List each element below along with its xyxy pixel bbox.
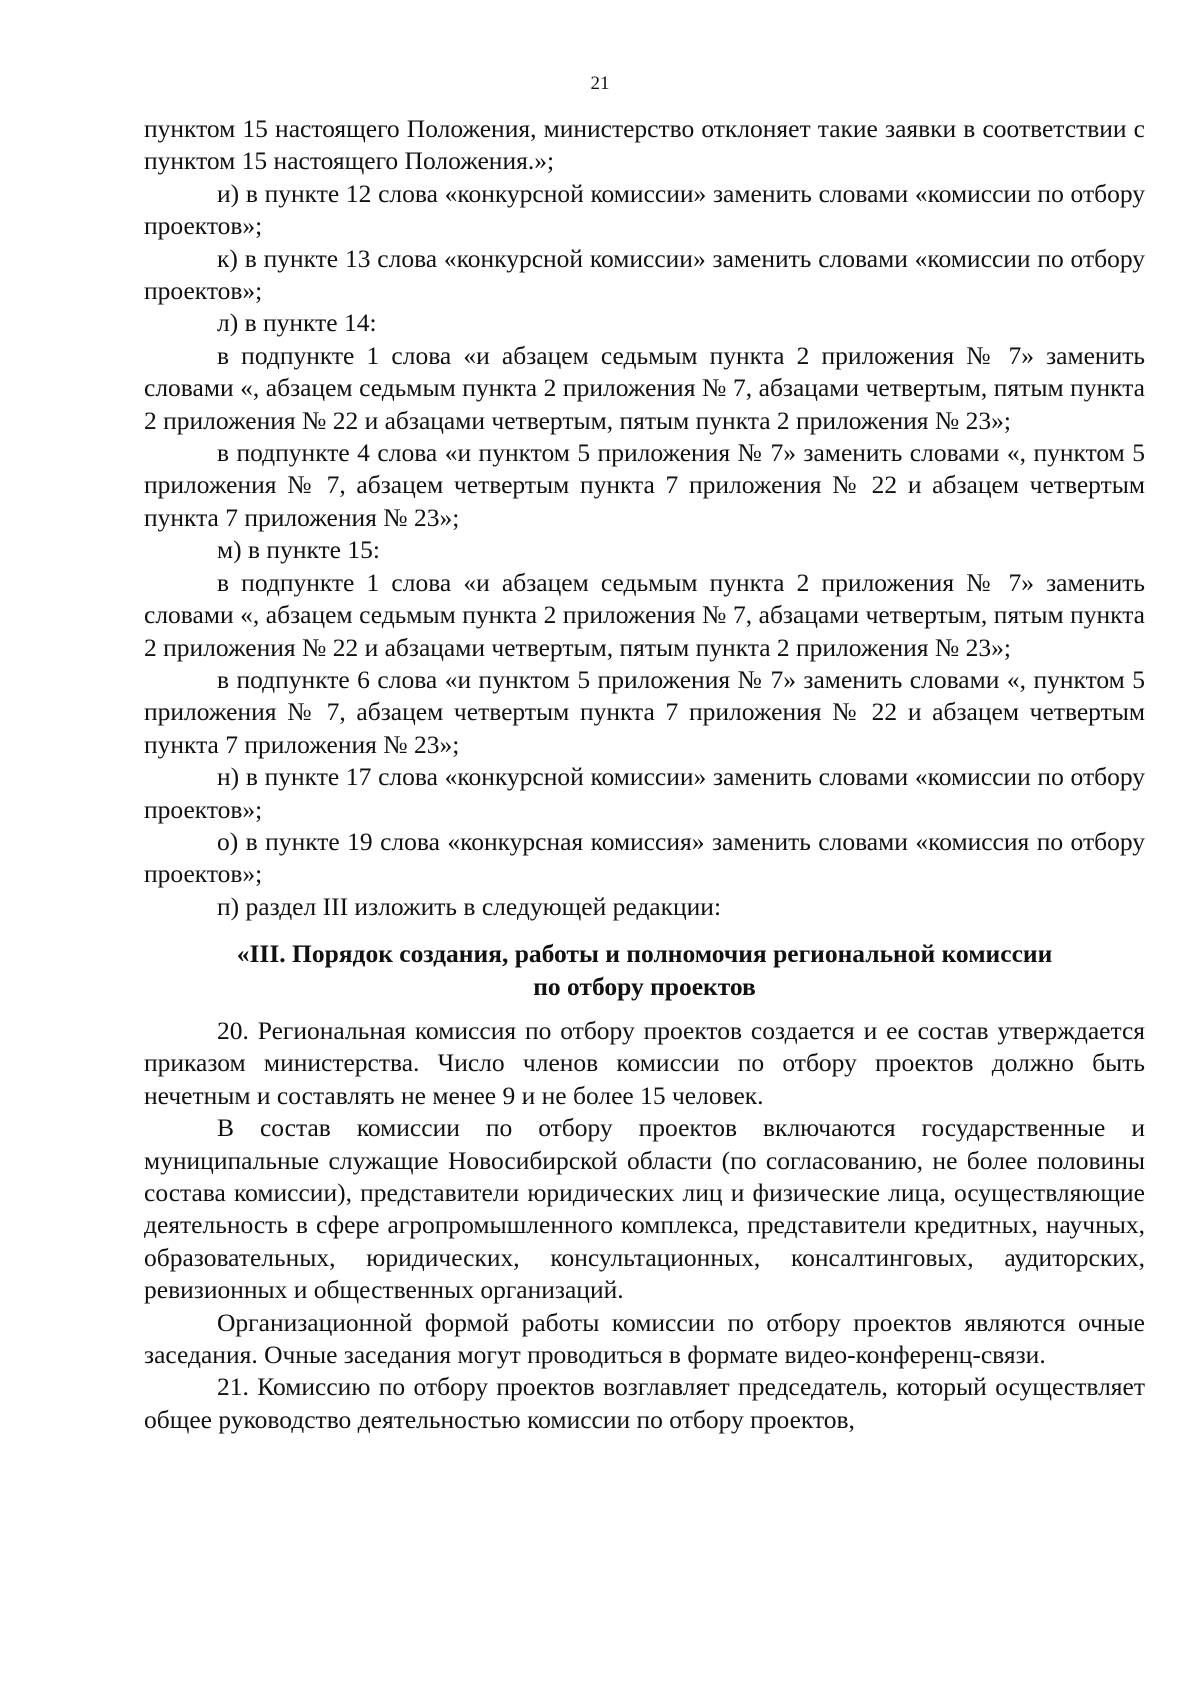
paragraph: в подпункте 1 слова «и абзацем седьмым пункта 2 приложения № 7» заменить словами «, абзацем седьмым пункта 2 приложения № 7, абзацами четвертым, пятым пункта 2 приложения № 22 и абзацами четвертым, пятым пункта 2 приложения № 23»; (144, 340, 1145, 435)
paragraph: Организационной формой работы комиссии по отбору проектов являются очные заседания. Очные заседания могут проводиться в формате видео-конференц-связи. (144, 1307, 1145, 1370)
paragraph: и) в пункте 12 слова «конкурсной комиссии» заменить словами «комиссии по отбору проектов»; (144, 178, 1145, 241)
page-number: 21 (590, 73, 610, 94)
paragraph: в подпункте 6 слова «и пунктом 5 приложения № 7» заменить словами «, пунктом 5 приложения № 7, абзацем четвертым пункта 7 приложения № 22 и абзацем четвертым пункта 7 приложения № 23»; (144, 664, 1145, 759)
paragraphs-before-heading (144, 113, 1145, 923)
paragraph: в подпункте 4 слова «и пунктом 5 приложения № 7» заменить словами «, пунктом 5 приложения № 7, абзацем четвертым пункта 7 приложения № 22 и абзацем четвертым пункта 7 приложения № 23»; (144, 438, 1145, 532)
section-heading-line-2: по отбору проектов (533, 971, 756, 1001)
paragraph: в подпункте 1 слова «и абзацем седьмым пункта 2 приложения № 7» заменить словами «, абзацем седьмым пункта 2 приложения № 7, абзацами четвертым, пятым пункта 2 приложения № 22 и абзацами четвертым, пятым пункта 2 приложения № 23»; (144, 567, 1145, 662)
section-heading-line-1: «III. Порядок создания, работы и полномочия региональной комиссии (236, 939, 1053, 969)
paragraph: м) в пункте 15: (217, 535, 380, 565)
paragraph: 21. Комиссию по отбору проектов возглавляет председатель, который осуществляет общее руководство деятельностью комиссии по отбору проектов, (144, 1372, 1145, 1434)
document-body (144, 113, 1145, 1436)
paragraph: к) в пункте 13 слова «конкурсной комиссии» заменить словами «комиссии по отбору проектов»; (144, 243, 1145, 306)
paragraph: В состав комиссии по отбору проектов включаются государственные и муниципальные служащие Новосибирской области (по согласованию, не более половины состава комиссии), представители юридических лиц и физические лица, осуществляющие деятельность в сфере агропромышленного комплекса, представители кредитных, научных, образовательных, юридических, консультационных, консалтинговых, аудиторских, ревизионных и общественных организаций. (144, 1113, 1145, 1305)
paragraph: пунктом 15 настоящего Положения, министерство отклоняет такие заявки в соответствии с пунктом 15 настоящего Положения.»; (144, 114, 1145, 176)
paragraph: п) раздел III изложить в следующей редакции: (217, 891, 722, 921)
paragraph: н) в пункте 17 слова «конкурсной комиссии» заменить словами «комиссии по отбору проектов»; (144, 762, 1145, 824)
paragraph: о) в пункте 19 слова «конкурсная комиссия» заменить словами «комиссия по отбору проектов»; (144, 826, 1145, 889)
paragraphs-after-heading (144, 1015, 1145, 1436)
section-heading (144, 938, 1145, 1003)
paragraph: 20. Региональная комиссия по отбору проектов создается и ее состав утверждается приказом министерства. Число членов комиссии по отбору проектов должно быть нечетным и составлять не менее 9 и не более 15 человек. (144, 1015, 1145, 1110)
paragraph: л) в пункте 14: (217, 308, 377, 338)
